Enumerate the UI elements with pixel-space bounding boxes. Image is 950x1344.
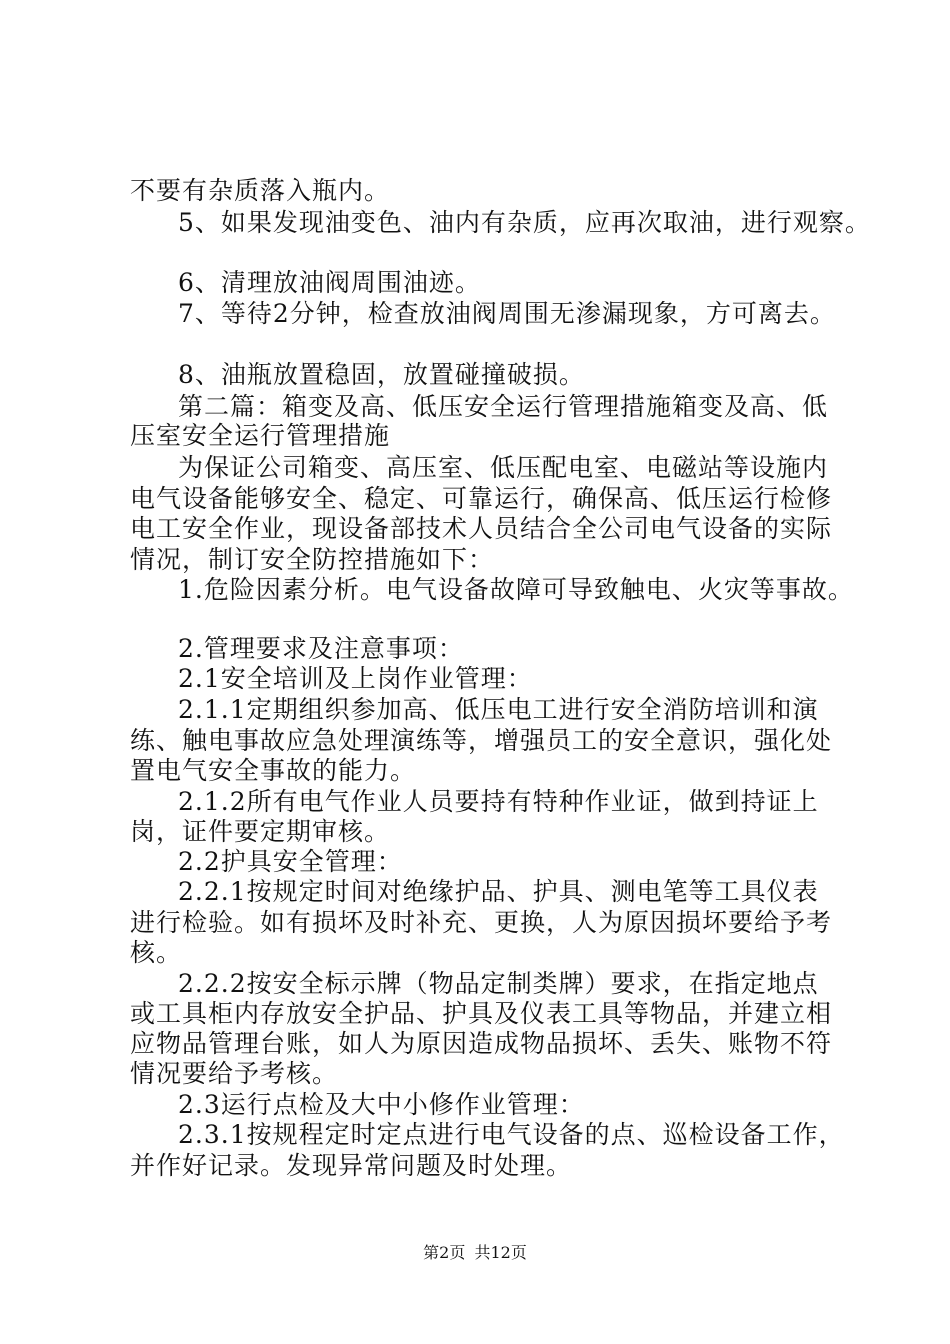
text-line: 电工安全作业，现设备部技术人员结合全公司电气设备的实际 (130, 514, 833, 543)
text-line: 置电气安全事故的能力。 (130, 756, 417, 785)
text-line: 2.2.1按规定时间对绝缘护品、护具、测电笔等工具仪表 (178, 877, 819, 906)
text-line: 进行检验。如有损坏及时补充、更换，人为原因损坏要给予考 (130, 908, 833, 937)
text-line: 并作好记录。发现异常问题及时处理。 (130, 1151, 573, 1180)
text-line: 2.3.1按规程定时定点进行电气设备的点、巡检设备工作， (178, 1120, 845, 1149)
text-line: 2.管理要求及注意事项： (178, 634, 464, 663)
text-line: 不要有杂质落入瓶内。 (130, 176, 391, 205)
text-line: 情况要给予考核。 (130, 1059, 339, 1088)
text-line: 2.1.1定期组织参加高、低压电工进行安全消防培训和演 (178, 695, 819, 724)
text-line: 2.1.2所有电气作业人员要持有特种作业证，做到持证上 (178, 787, 819, 816)
text-line: 2.2护具安全管理： (178, 847, 403, 876)
text-line: 2.2.2按安全标示牌（物品定制类牌）要求，在指定地点 (178, 969, 819, 998)
text-line: 电气设备能够安全、稳定、可靠运行，确保高、低压运行检修 (130, 484, 833, 513)
text-line: 7、等待2分钟，检查放油阀周围无渗漏现象，方可离去。 (178, 299, 836, 328)
text-line: 2.3运行点检及大中小修作业管理： (178, 1090, 585, 1119)
text-line: 练、触电事故应急处理演练等，增强员工的安全意识，强化处 (130, 726, 833, 755)
text-line: 1.危险因素分析。电气设备故障可导致触电、火灾等事故。 (178, 575, 854, 604)
text-line: 为保证公司箱变、高压室、低压配电室、电磁站等设施内 (178, 453, 829, 482)
text-line: 核。 (130, 938, 183, 967)
text-line: 岗，证件要定期审核。 (130, 817, 391, 846)
section-heading: 压室安全运行管理措施 (130, 421, 391, 450)
section-heading: 第二篇：箱变及高、低压安全运行管理措施箱变及高、低 (178, 392, 829, 421)
page-total: 共12页 (474, 1243, 527, 1262)
text-line: 情况，制订安全防控措施如下： (130, 545, 495, 574)
text-line: 8、油瓶放置稳固，放置碰撞破损。 (178, 360, 585, 389)
page-footer (0, 1243, 950, 1263)
text-line: 6、清理放油阀周围油迹。 (178, 268, 481, 297)
text-line: 2.1安全培训及上岗作业管理： (178, 664, 533, 693)
page-number: 第2页 (423, 1243, 466, 1262)
text-line: 或工具柜内存放安全护品、护具及仪表工具等物品，并建立相 (130, 999, 833, 1028)
text-line: 5、如果发现油变色、油内有杂质，应再次取油，进行观察。 (178, 208, 871, 237)
text-line: 应物品管理台账，如人为原因造成物品损坏、丢失、账物不符 (130, 1029, 833, 1058)
